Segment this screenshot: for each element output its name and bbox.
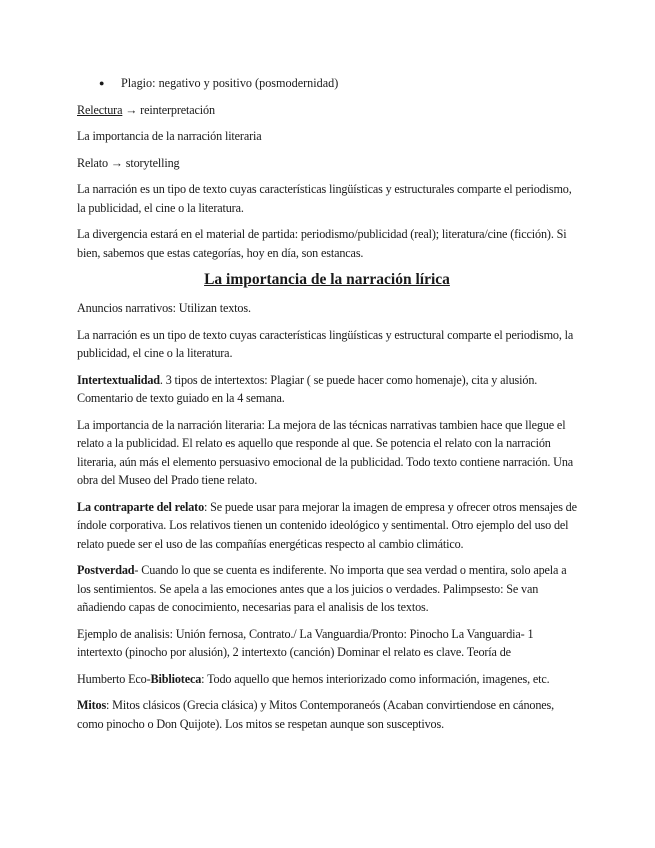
mitos-text: : Mitos clásicos (Grecia clásica) y Mitos Contemporaneós (Acaban convirtiendose en cánones, como pinocho o Don Quijote). Los mitos se respetan aunque son susceptivos. bbox=[77, 698, 555, 731]
intertextualidad-text: . 3 tipos de intertextos: Plagiar ( se puede hacer como homenaje), cita y alusión. Comentario de texto guiado en la 4 semana. bbox=[77, 372, 538, 405]
relectura-rest: → reinterpretación bbox=[122, 102, 215, 117]
postverdad-paragraph bbox=[77, 561, 577, 617]
divergencia-paragraph: La divergencia estará en el material de partida: periodismo/publicidad (real); literatura/cine (ficción). Si bien, sabemos que estas categorías, hoy en día, son estancas. bbox=[77, 227, 567, 260]
contraparte-paragraph bbox=[77, 498, 577, 554]
biblioteca-paragraph bbox=[77, 670, 577, 689]
intertextualidad-paragraph bbox=[77, 371, 577, 408]
postverdad-text: - Cuando lo que se cuenta es indiferente. No importa que sea verdad o mentira, solo apela a los sentimientos. Se apela a las emociones antes que a los juicios o verdades. Palimpsesto: Se van añadiendo capas de conocimiento, necesarias para el analisis de los textos. bbox=[77, 563, 567, 614]
ejemplo-paragraph: Ejemplo de analisis: Unión fernosa, Contrato./ La Vanguardia/Pronto: Pinocho La Vanguardia- 1 intertexto (pinocho por alusión), 2 intertexto (canción) Dominar el relato es clave. Teoría de bbox=[77, 626, 534, 659]
biblioteca-term: Biblioteca bbox=[150, 671, 202, 686]
bullet-dot-icon: ● bbox=[99, 78, 105, 88]
relato-line: Relato → storytelling bbox=[77, 155, 180, 170]
intertextualidad-term: Intertextualidad bbox=[77, 372, 160, 387]
document-page bbox=[77, 74, 577, 741]
narracion-paragraph-1: La narración es un tipo de texto cuyas características lingüísticas y estructurales comparte el periodismo, la publicidad, el cine o la literatura. bbox=[77, 182, 572, 215]
anuncios-line: Anuncios narrativos: Utilizan textos. bbox=[77, 301, 251, 315]
narracion-paragraph-2: La narración es un tipo de texto cuyas características lingüísticas y estructural comparte el periodismo, la publicidad, el cine o la literatura. bbox=[77, 327, 574, 360]
contraparte-term: La contraparte del relato bbox=[77, 499, 205, 514]
section-heading: La importancia de la narración lírica bbox=[204, 271, 450, 288]
relectura-label: Relectura bbox=[77, 102, 123, 117]
contraparte-text: : Se puede usar para mejorar la imagen de empresa y ofrecer otros mensajes de índole corporativa. Los relativos tienen un contenido ideológico y sentimental. Otro ejemplo del uso del relato puede ser el uso de las compañías energéticas respecto al cambio climático. bbox=[77, 499, 577, 551]
humberto-prefix: Humberto Eco- bbox=[77, 671, 151, 686]
mitos-paragraph bbox=[77, 696, 577, 733]
mitos-term: Mitos bbox=[77, 698, 107, 712]
importancia-paragraph: La importancia de la narración literaria: La mejora de las técnicas narrativas tambien hace que llegue el relato a la publicidad. El relato es aquello que responde al que. Se potencia el relato con la narración literaria, aún más el elemento persuasivo emocional de la publicidad. Todo texto contiene narración. Una obra del Museo del Prado tiene relato. bbox=[77, 417, 574, 487]
bullet-item-plagio bbox=[77, 74, 577, 93]
biblioteca-text: : Todo aquello que hemos interiorizado como información, imagenes, etc. bbox=[201, 671, 550, 686]
importancia-literaria-line: La importancia de la narración literaria bbox=[77, 129, 262, 143]
bullet-text: Plagio: negativo y positivo (posmodernidad) bbox=[121, 76, 339, 90]
postverdad-term: Postverdad bbox=[77, 563, 135, 577]
relectura-line bbox=[77, 101, 577, 120]
